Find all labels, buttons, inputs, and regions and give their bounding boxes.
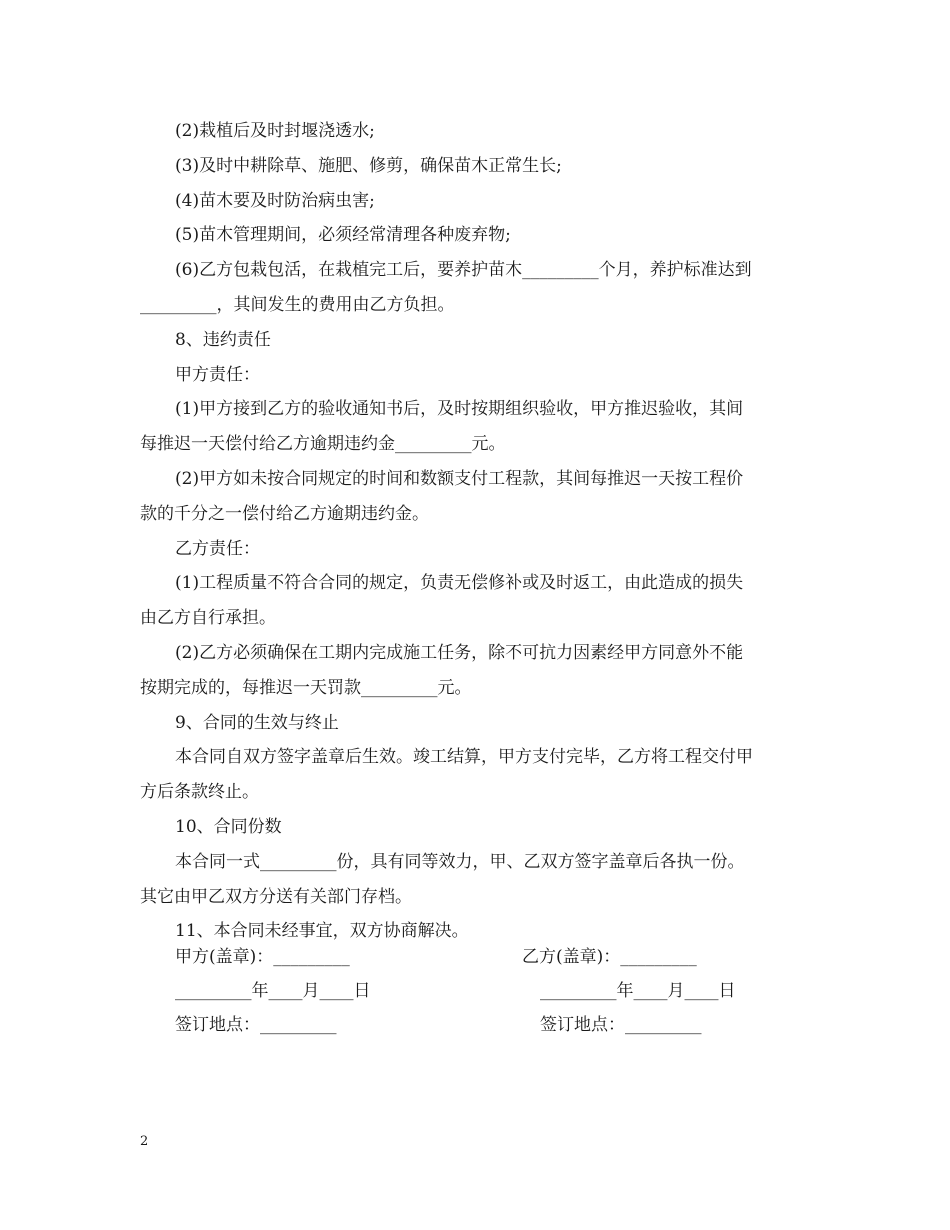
section-heading: 10、合同份数 — [175, 816, 282, 837]
clause-line: 按期完成的，每推迟一天罚款_________元。 — [140, 677, 472, 698]
clause-line: (1)甲方接到乙方的验收通知书后，及时按期组织验收，甲方推迟验收，其间 — [175, 399, 744, 420]
clause-line: (5)苗木管理期间，必须经常清理各种废弃物; — [175, 225, 511, 246]
clause-line: (3)及时中耕除草、施肥、修剪，确保苗木正常生长; — [175, 155, 562, 176]
party-a-date-line: _________年____月____日 — [175, 981, 371, 1001]
clause-line: (1)工程质量不符合合同的规定，负责无偿修补或及时返工，由此造成的损失 — [175, 573, 744, 594]
section-heading: 8、违约责任 — [175, 329, 271, 350]
clause-line: 由乙方自行承担。 — [140, 608, 276, 629]
page-number: 2 — [140, 1134, 149, 1149]
party-b-date-line: _________年____月____日 — [540, 981, 736, 1001]
clause-line: (2)乙方必须确保在工期内完成施工任务，除不可抗力因素经甲方同意外不能 — [175, 642, 744, 663]
clause-line: (2)栽植后及时封堰浇透水; — [175, 121, 375, 141]
party-b-place-line: 签订地点：_________ — [540, 1015, 702, 1035]
subsection-heading: 甲方责任： — [175, 364, 260, 385]
clause-line: (6)乙方包栽包活，在栽植完工后，要养护苗木_________个月，养护标准达到 — [175, 260, 752, 281]
clause-line: 其它由甲乙双方分送有关部门存档。 — [140, 886, 412, 907]
clause-line: (4)苗木要及时防治病虫害; — [175, 190, 375, 211]
party-a-place-line: 签订地点：_________ — [175, 1015, 337, 1035]
clause-line: 方后条款终止。 — [140, 782, 259, 803]
party-b-seal-line: 乙方(盖章)：_________ — [522, 947, 697, 967]
clause-line: 本合同一式_________份，具有同等效力，甲、乙双方签字盖章后各执一份。 — [175, 851, 745, 872]
party-a-seal-line: 甲方(盖章)：_________ — [175, 947, 350, 967]
document-body — [140, 114, 812, 949]
clause-line: 本合同自双方签字盖章后生效。竣工结算，甲方支付完毕，乙方将工程交付甲 — [175, 747, 753, 768]
clause-line: _________，其间发生的费用由乙方负担。 — [140, 294, 455, 315]
clause-line: (2)甲方如未按合同规定的时间和数额支付工程款，其间每推迟一天按工程价 — [175, 468, 744, 489]
subsection-heading: 乙方责任： — [175, 538, 260, 559]
clause-line: 11、本合同未经事宜，双方协商解决。 — [175, 921, 469, 942]
clause-line: 款的千分之一偿付给乙方逾期违约金。 — [140, 503, 429, 524]
section-heading: 9、合同的生效与终止 — [175, 712, 339, 733]
clause-line: 每推迟一天偿付给乙方逾期违约金_________元。 — [140, 434, 506, 455]
